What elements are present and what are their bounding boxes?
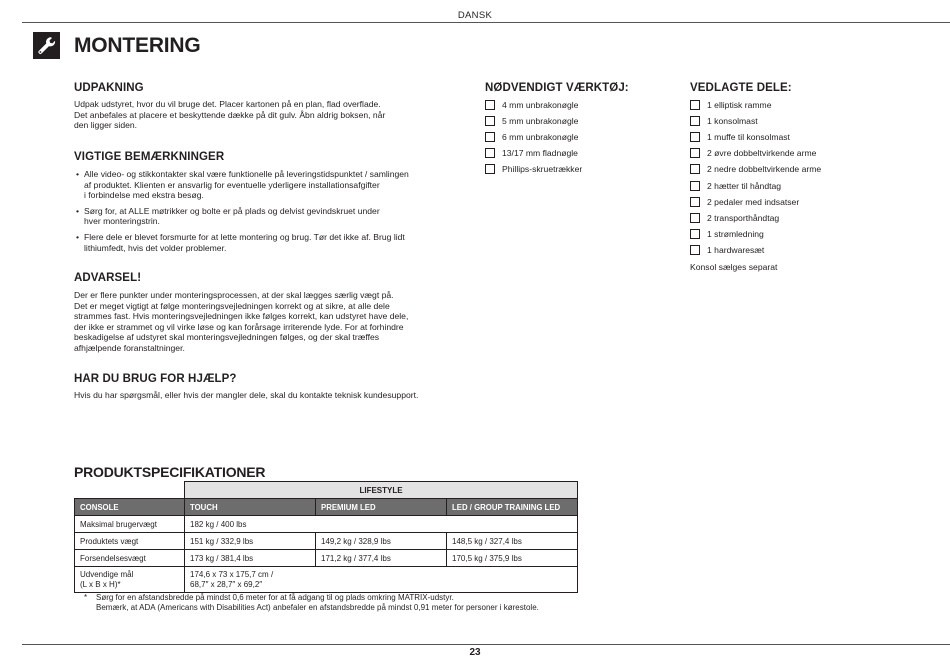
- included-parts-checklist: [690, 97, 821, 258]
- list-item: [485, 161, 582, 177]
- checkbox[interactable]: [690, 148, 700, 158]
- important-notes-heading: VIGTIGE BEMÆRKNINGER: [74, 151, 225, 163]
- help-heading: HAR DU BRUG FOR HJÆLP?: [74, 373, 237, 385]
- table-row: [75, 550, 578, 567]
- table-cell: 173 kg / 381,4 lbs: [185, 550, 316, 567]
- tool-label: 4 mm unbrakonøgle: [502, 100, 579, 111]
- column-header: TOUCH: [185, 499, 316, 516]
- tools-checklist: [485, 97, 582, 177]
- table-cell: 182 kg / 400 lbs: [185, 516, 578, 533]
- checkbox[interactable]: [485, 116, 495, 126]
- checkbox[interactable]: [690, 229, 700, 239]
- tools-heading: NØDVENDIGT VÆRKTØJ:: [485, 82, 629, 94]
- warning-heading: ADVARSEL!: [74, 272, 142, 284]
- checkbox[interactable]: [690, 197, 700, 207]
- help-text: Hvis du har spørgsmål, eller hvis der mangler dele, skal du kontakte teknisk kundesupport.: [74, 390, 419, 400]
- list-item: [485, 145, 582, 161]
- table-cell: [75, 482, 185, 499]
- lifestyle-group-header: LIFESTYLE: [185, 482, 578, 499]
- table-row: [75, 533, 578, 550]
- checkbox[interactable]: [485, 100, 495, 110]
- row-label: Maksimal brugervægt: [75, 516, 185, 533]
- checkbox[interactable]: [690, 116, 700, 126]
- footer-divider: [22, 644, 950, 645]
- page-number: 23: [469, 647, 481, 658]
- part-label: 2 pedaler med indsatser: [707, 196, 800, 207]
- list-item: [690, 129, 821, 145]
- part-label: 2 øvre dobbeltvirkende arme: [707, 148, 817, 159]
- checkbox[interactable]: [690, 132, 700, 142]
- list-item: [690, 97, 821, 113]
- page-title: MONTERING: [74, 34, 201, 57]
- included-parts-heading: VEDLAGTE DELE:: [690, 82, 792, 94]
- row-label: Produktets vægt: [75, 533, 185, 550]
- wrench-icon: [33, 32, 60, 59]
- checkbox[interactable]: [485, 148, 495, 158]
- row-label: Forsendelsesvægt: [75, 550, 185, 567]
- part-label: 1 strømledning: [707, 228, 764, 239]
- part-label: 1 muffe til konsolmast: [707, 132, 790, 143]
- part-label: 1 elliptisk ramme: [707, 100, 772, 111]
- unpacking-text: Udpak udstyret, hvor du vil bruge det. Placer kartonen på en plan, flad overflade. Det anbefales at placere et beskyttende dække på dit gulv. Åbn aldrig boksen, når den ligger siden.: [74, 99, 386, 131]
- checkbox[interactable]: [690, 100, 700, 110]
- specs-table: [74, 481, 578, 593]
- list-item: [690, 161, 821, 177]
- footnote-marker: *: [84, 593, 88, 602]
- list-item: [690, 242, 821, 258]
- header-divider: [22, 22, 950, 23]
- checkbox[interactable]: [485, 132, 495, 142]
- list-item: [690, 210, 821, 226]
- checkbox[interactable]: [690, 213, 700, 223]
- column-header: CONSOLE: [75, 499, 185, 516]
- specs-heading: PRODUKTSPECIFIKATIONER: [74, 464, 266, 480]
- unpacking-heading: UDPAKNING: [74, 82, 144, 94]
- column-header: PREMIUM LED: [316, 499, 447, 516]
- checkbox[interactable]: [690, 181, 700, 191]
- row-label: Udvendige mål (L x B x H)*: [75, 567, 185, 593]
- table-row: [75, 482, 578, 499]
- list-item: [485, 97, 582, 113]
- list-item: [690, 194, 821, 210]
- list-item: • Flere dele er blevet forsmurte for at lette montering og brug. Tør det ikke af. Brug lidt lithiumfedt, hvis det volder problemer.: [78, 232, 448, 253]
- table-row: [75, 567, 578, 593]
- part-label: 2 transporthåndtag: [707, 212, 780, 223]
- console-note: Konsol sælges separat: [690, 262, 778, 272]
- warning-text: Der er flere punkter under monteringsprocessen, at der skal lægges særlig vægt på. Det er meget vigtigt at følge monteringsvejledningen korrekt og at sikre, at alle dele strammes fast. Hvis monteringsvejledningen ikke følges korrekt, kan udstyret have dele, der ikke er strammet og vil virke løse og kan forårsage irriterende lyde. For at forhindre beskadigelse af udstyret skal monteringsvejledningen følges, og der skal træffes afhjælpende foranstaltninger.: [74, 290, 409, 353]
- table-cell: 174,6 x 73 x 175,7 cm / 68,7″ x 28,7″ x 69,2″: [185, 567, 578, 593]
- part-label: 2 hætter til håndtag: [707, 180, 782, 191]
- list-item: • Alle video- og stikkontakter skal være funktionelle på leveringstidspunktet / samlingen af produktet. Klienten er ansvarlig for eventuelle yderligere installationsafgifter i forbindelse med ekstra besøg.: [78, 169, 448, 201]
- tool-label: 13/17 mm fladnøgle: [502, 148, 578, 159]
- checkbox[interactable]: [485, 164, 495, 174]
- part-label: 1 hardwaresæt: [707, 244, 765, 255]
- footnote-text: Sørg for en afstandsbredde på mindst 0,6 meter for at få adgang til og plads omkring MATRIX-udstyr. Bemærk, at ADA (Americans with Disabilities Act) anbefaler en afstandsbredde på mindst 0,91 meter for personer i kørestole.: [96, 593, 539, 613]
- list-item: • Sørg for, at ALLE møtrikker og bolte er på plads og delvist gevindskruet under hver monteringstrin.: [78, 206, 448, 227]
- wrench-icon-graphic: [37, 36, 57, 56]
- list-item: [690, 145, 821, 161]
- table-cell: 170,5 kg / 375,9 lbs: [447, 550, 578, 567]
- list-item: [690, 113, 821, 129]
- table-row: [75, 516, 578, 533]
- checkbox[interactable]: [690, 164, 700, 174]
- part-label: 1 konsolmast: [707, 116, 758, 127]
- list-item: [690, 226, 821, 242]
- column-header: LED / GROUP TRAINING LED: [447, 499, 578, 516]
- tool-label: 5 mm unbrakonøgle: [502, 116, 579, 127]
- language-label: DANSK: [457, 10, 493, 21]
- list-item: [485, 113, 582, 129]
- part-label: 2 nedre dobbeltvirkende arme: [707, 164, 822, 175]
- table-header-row: [75, 499, 578, 516]
- checkbox[interactable]: [690, 245, 700, 255]
- table-cell: 171,2 kg / 377,4 lbs: [316, 550, 447, 567]
- table-cell: 148,5 kg / 327,4 lbs: [447, 533, 578, 550]
- tool-label: 6 mm unbrakonøgle: [502, 132, 579, 143]
- list-item: [690, 177, 821, 193]
- table-cell: 151 kg / 332,9 lbs: [185, 533, 316, 550]
- list-item: [485, 129, 582, 145]
- tool-label: Phillips-skruetrækker: [502, 164, 583, 175]
- important-notes-list: [78, 169, 448, 258]
- table-cell: 149,2 kg / 328,9 lbs: [316, 533, 447, 550]
